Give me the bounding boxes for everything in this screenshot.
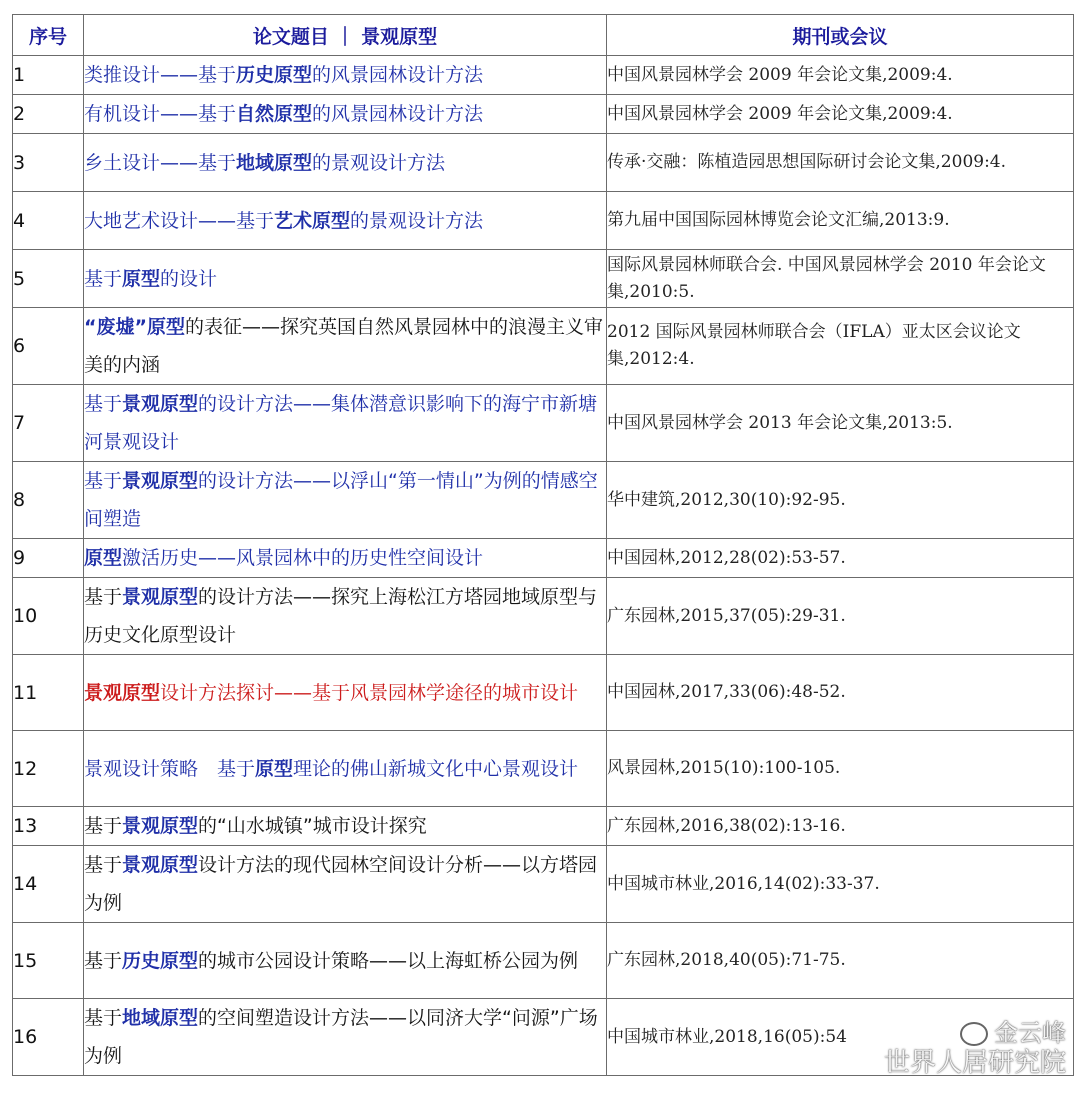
title-segment: 基于 — [84, 586, 123, 608]
title-segment: 的空间塑造设计方法——以同济大学“问源”广场为例 — [84, 1007, 598, 1067]
header-number: 序号 — [13, 15, 84, 56]
table-row — [13, 134, 1074, 192]
paper-title — [84, 731, 607, 807]
table-row — [13, 462, 1074, 539]
paper-venue: 中国风景园林学会 2009 年会论文集,2009:4. — [607, 95, 1074, 134]
row-number: 7 — [13, 385, 84, 462]
title-highlight: 地域原型 — [236, 151, 313, 174]
paper-title — [84, 56, 607, 95]
table-row — [13, 308, 1074, 385]
title-segment: 的设计方法——以浮山“第一情山”为例的情感空间塑造 — [84, 470, 598, 530]
paper-title — [84, 308, 607, 385]
paper-title — [84, 846, 607, 923]
row-number: 16 — [13, 999, 84, 1076]
title-highlight: “废墟”原型 — [84, 316, 185, 338]
papers-table — [12, 14, 1074, 1076]
title-segment: 大地艺术设计——基于 — [84, 209, 275, 232]
row-number: 12 — [13, 731, 84, 807]
watermark — [884, 1018, 1066, 1078]
paper-title — [84, 95, 607, 134]
title-highlight: 景观原型 — [84, 681, 161, 704]
paper-venue: 风景园林,2015(10):100-105. — [607, 731, 1074, 807]
paper-title — [84, 655, 607, 731]
paper-venue: 中国风景园林学会 2013 年会论文集,2013:5. — [607, 385, 1074, 462]
title-highlight: 自然原型 — [236, 103, 313, 125]
header-venue: 期刊或会议 — [607, 15, 1074, 56]
title-highlight: 艺术原型 — [274, 209, 351, 232]
row-number: 5 — [13, 250, 84, 308]
title-segment: 的表征——探究英国自然风景园林中的浪漫主义审美的内涵 — [84, 316, 603, 376]
paper-venue: 中国风景园林学会 2009 年会论文集,2009:4. — [607, 56, 1074, 95]
row-number: 1 — [13, 56, 84, 95]
title-segment: 基于 — [84, 949, 123, 972]
title-segment: 的设计 — [160, 267, 218, 290]
table-row — [13, 95, 1074, 134]
title-segment: 的城市公园设计策略——以上海虹桥公园为例 — [198, 949, 579, 972]
row-number: 15 — [13, 923, 84, 999]
paper-title — [84, 385, 607, 462]
table-row — [13, 731, 1074, 807]
title-highlight: 历史原型 — [236, 64, 313, 86]
row-number: 10 — [13, 578, 84, 655]
title-highlight: 原型 — [255, 757, 294, 780]
title-segment: 的设计方法——探究上海松江方塔园地域原型与历史文化原型设计 — [84, 586, 598, 646]
title-highlight: 地域原型 — [122, 1007, 199, 1029]
row-number: 14 — [13, 846, 84, 923]
paper-title — [84, 923, 607, 999]
paper-venue: 2012 国际风景园林师联合会（IFLA）亚太区会议论文集,2012:4. — [607, 308, 1074, 385]
paper-venue: 国际风景园林师联合会. 中国风景园林学会 2010 年会论文集,2010:5. — [607, 250, 1074, 308]
table-row — [13, 385, 1074, 462]
table-row — [13, 56, 1074, 95]
paper-venue: 中国城市林业,2018,16(05):54 — [607, 999, 1074, 1076]
paper-venue: 中国城市林业,2016,14(02):33-37. — [607, 846, 1074, 923]
row-number: 2 — [13, 95, 84, 134]
paper-title — [84, 539, 607, 578]
table-row — [13, 807, 1074, 846]
watermark-author: 金云峰 — [994, 1019, 1066, 1047]
paper-title — [84, 999, 607, 1076]
row-number: 11 — [13, 655, 84, 731]
title-segment: 有机设计——基于 — [84, 103, 237, 125]
row-number: 13 — [13, 807, 84, 846]
title-segment: 设计方法的现代园林空间设计分析——以方塔园为例 — [84, 854, 598, 914]
paper-title — [84, 807, 607, 846]
row-number: 4 — [13, 192, 84, 250]
row-number: 6 — [13, 308, 84, 385]
paper-venue: 中国园林,2012,28(02):53-57. — [607, 539, 1074, 578]
title-segment: 的“山水城镇”城市设计探究 — [198, 815, 427, 837]
title-segment: 的景观设计方法 — [312, 151, 446, 174]
table-body — [13, 56, 1074, 1076]
paper-venue: 传承·交融：陈植造园思想国际研讨会论文集,2009:4. — [607, 134, 1074, 192]
title-highlight: 原型 — [122, 267, 161, 290]
title-highlight: 原型 — [84, 547, 123, 569]
table-row — [13, 192, 1074, 250]
title-segment: 乡土设计——基于 — [84, 151, 237, 174]
wechat-icon — [960, 1022, 988, 1046]
title-segment: 基于 — [84, 393, 123, 415]
header-row — [13, 15, 1074, 56]
title-highlight: 景观原型 — [122, 470, 199, 492]
paper-venue: 华中建筑,2012,30(10):92-95. — [607, 462, 1074, 539]
header-title: 论文题目 ｜ 景观原型 — [84, 15, 607, 56]
row-number: 3 — [13, 134, 84, 192]
paper-venue: 中国园林,2017,33(06):48-52. — [607, 655, 1074, 731]
title-highlight: 景观原型 — [122, 393, 199, 415]
watermark-org: 世界人居研究院 — [883, 1048, 1066, 1078]
title-segment: 基于 — [84, 854, 123, 876]
title-segment: 的风景园林设计方法 — [312, 64, 484, 86]
row-number: 8 — [13, 462, 84, 539]
title-highlight: 历史原型 — [122, 949, 199, 972]
paper-title — [84, 134, 607, 192]
title-segment: 基于 — [84, 1007, 123, 1029]
title-segment: 基于 — [84, 470, 123, 492]
paper-title — [84, 578, 607, 655]
title-segment: 类推设计——基于 — [84, 64, 237, 86]
table-row — [13, 846, 1074, 923]
table-row — [13, 578, 1074, 655]
title-segment: 激活历史——风景园林中的历史性空间设计 — [122, 547, 484, 569]
table-row — [13, 250, 1074, 308]
table-row — [13, 923, 1074, 999]
row-number: 9 — [13, 539, 84, 578]
title-highlight: 景观原型 — [122, 815, 199, 837]
title-segment: 景观设计策略 基于 — [84, 757, 256, 780]
paper-title — [84, 462, 607, 539]
title-segment: 的景观设计方法 — [350, 209, 484, 232]
paper-venue: 广东园林,2016,38(02):13-16. — [607, 807, 1074, 846]
paper-venue: 广东园林,2015,37(05):29-31. — [607, 578, 1074, 655]
paper-title — [84, 192, 607, 250]
title-segment: 理论的佛山新城文化中心景观设计 — [293, 757, 579, 780]
title-highlight: 景观原型 — [122, 854, 199, 876]
title-segment: 的设计方法——集体潜意识影响下的海宁市新塘河景观设计 — [84, 393, 598, 453]
title-segment: 的风景园林设计方法 — [312, 103, 484, 125]
title-segment: 基于 — [84, 815, 123, 837]
paper-title — [84, 250, 607, 308]
title-segment: 基于 — [84, 267, 123, 290]
paper-venue: 广东园林,2018,40(05):71-75. — [607, 923, 1074, 999]
title-segment: 设计方法探讨——基于风景园林学途径的城市设计 — [160, 681, 579, 704]
paper-venue: 第九届中国国际园林博览会论文汇编,2013:9. — [607, 192, 1074, 250]
table-row — [13, 655, 1074, 731]
table-row — [13, 539, 1074, 578]
title-highlight: 景观原型 — [122, 586, 199, 608]
